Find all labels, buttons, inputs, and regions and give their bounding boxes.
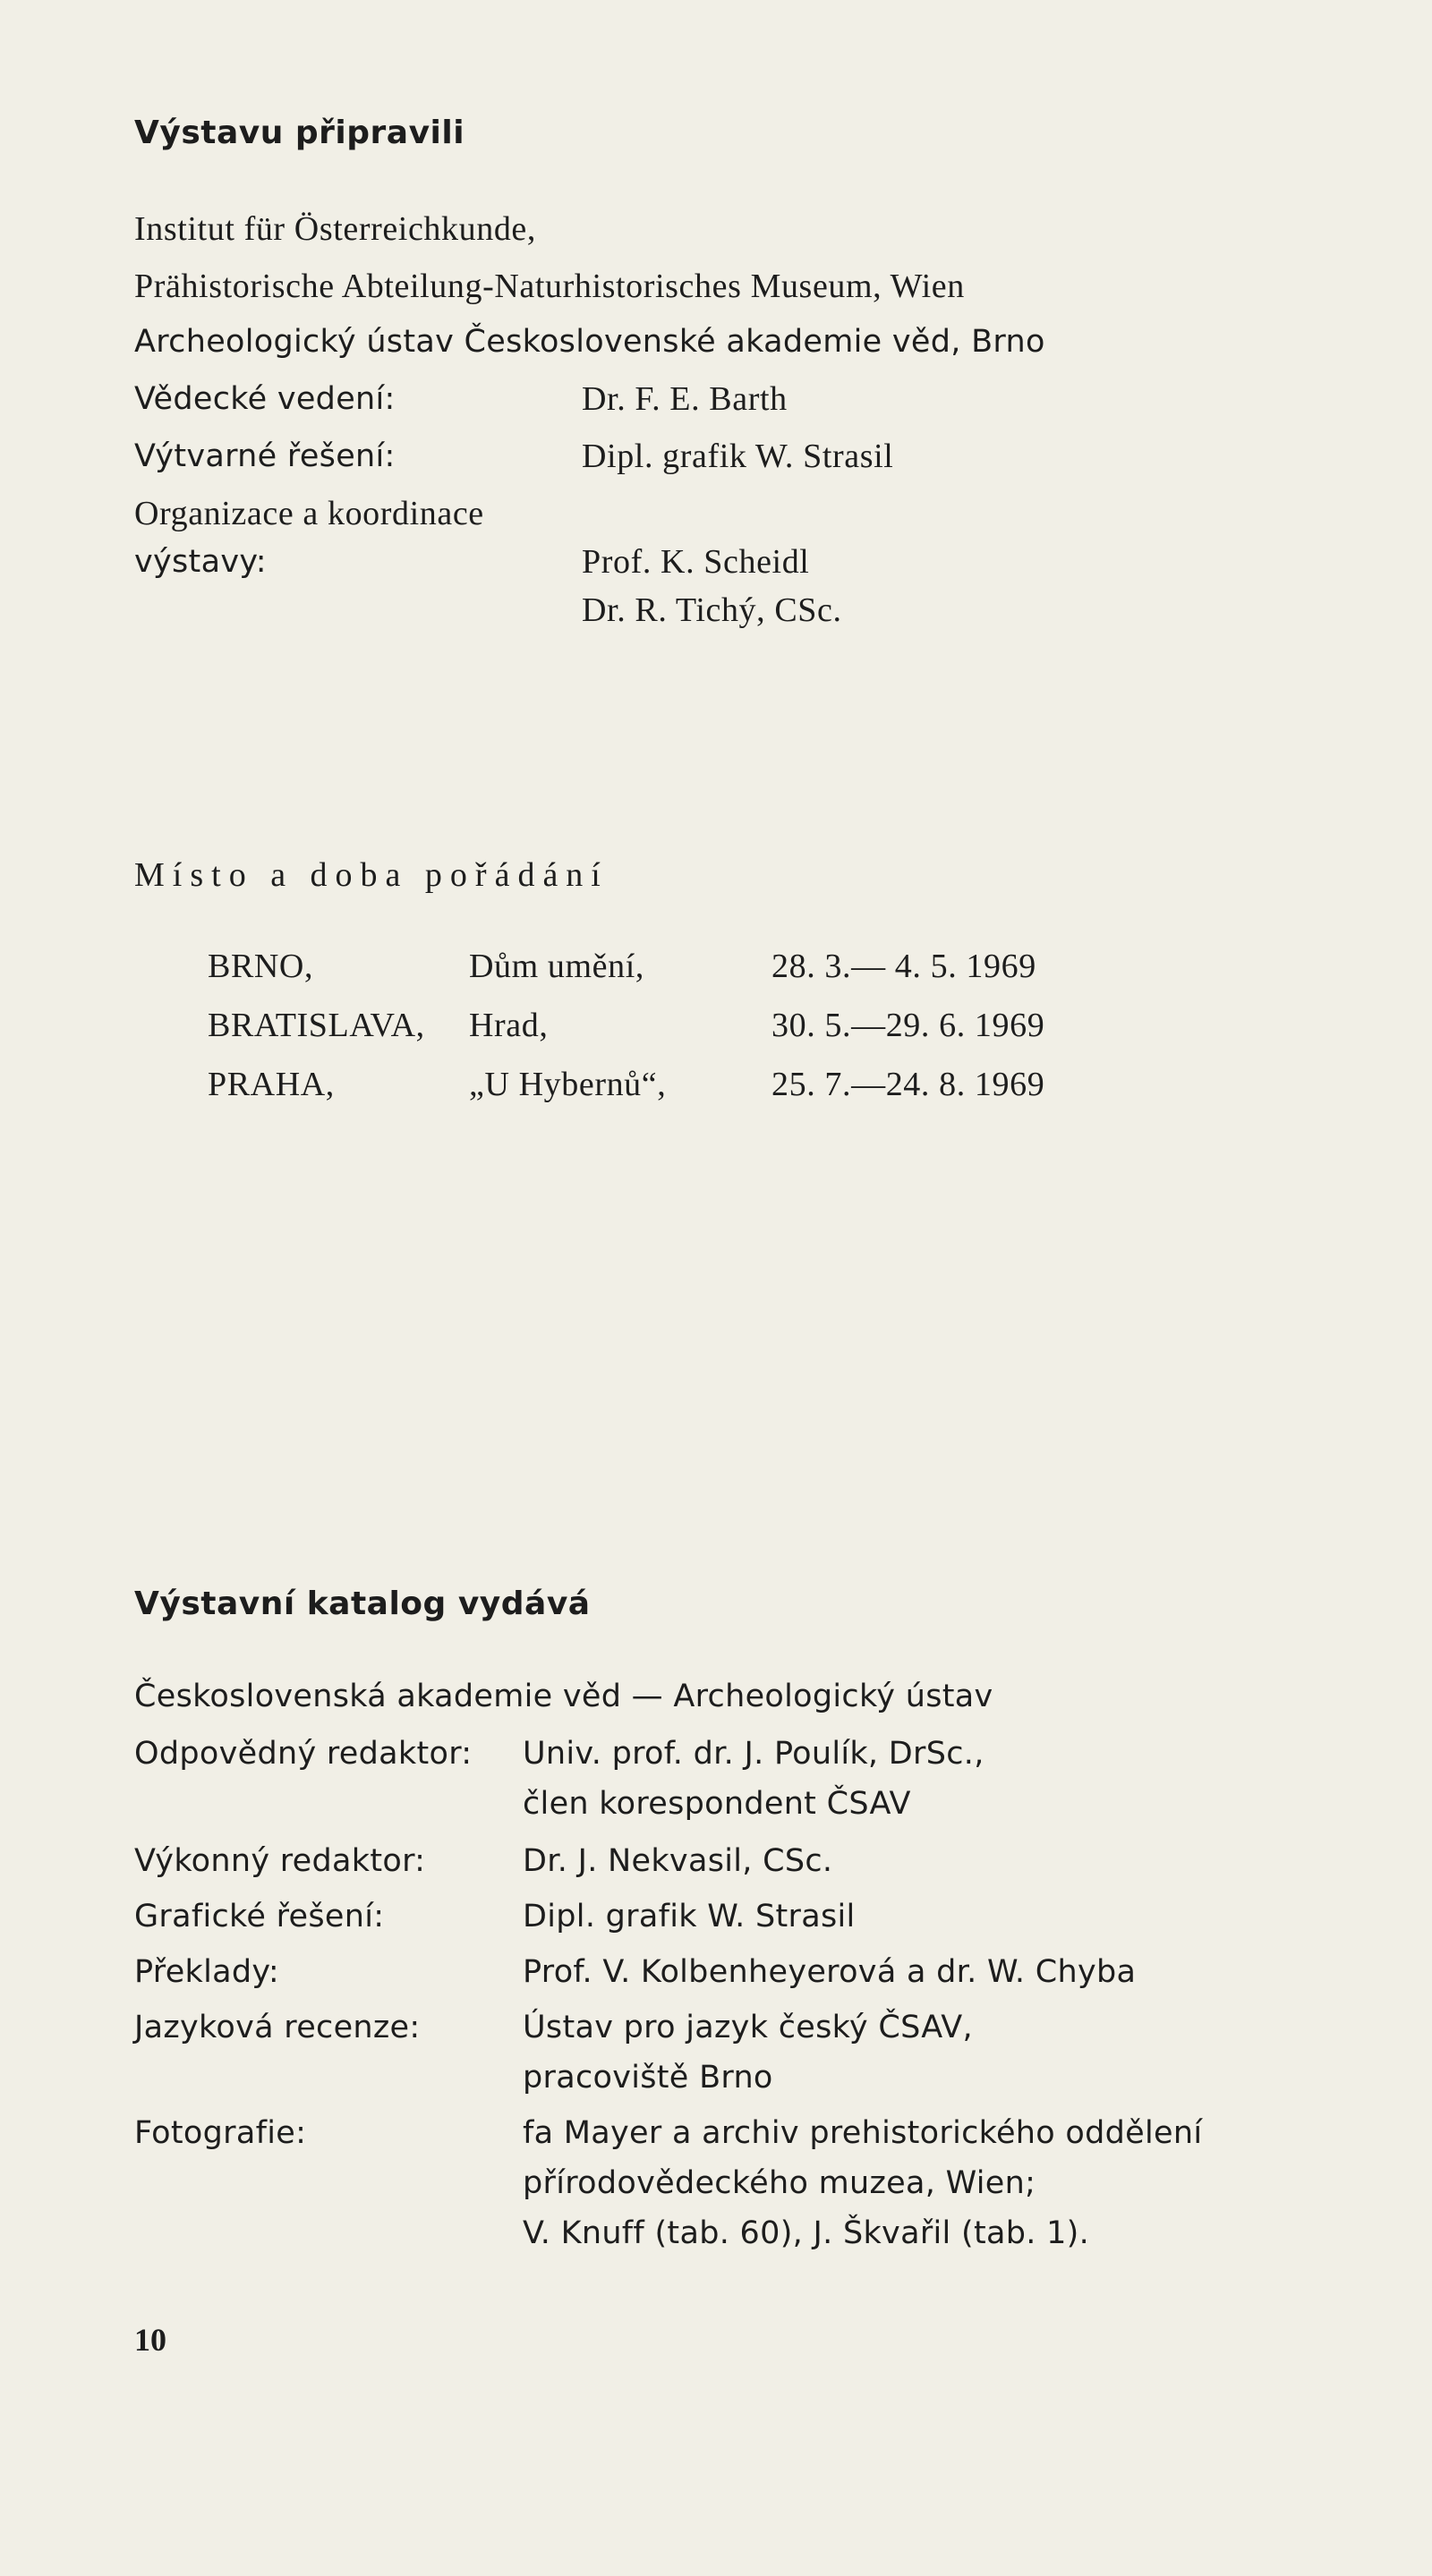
section-heading-place-and-time: Místo a doba pořádání (134, 856, 609, 894)
credit-value: Univ. prof. dr. J. Poulík, DrSc., (523, 1736, 984, 1772)
credit-value: Dipl. grafik W. Strasil (523, 1899, 856, 1934)
publisher-line: Československá akademie věd — Archeologický ústav (134, 1679, 993, 1714)
venue-dates: 28. 3.— 4. 5. 1969 (771, 948, 1036, 985)
credit-value: Dr. R. Tichý, CSc. (582, 591, 842, 629)
venue-place: „U Hybernů“, (469, 1066, 667, 1103)
institution-line: Institut für Österreichkunde, (134, 210, 537, 248)
credit-label: Překlady: (134, 1954, 279, 1990)
credit-value: Ústav pro jazyk český ČSAV, (523, 2010, 973, 2045)
credit-value: Prof. V. Kolbenheyerová a dr. W. Chyba (523, 1954, 1137, 1990)
credit-label: Grafické řešení: (134, 1899, 385, 1934)
credit-value: přírodovědeckého muzea, Wien; (523, 2165, 1036, 2201)
venue-city: BRNO, (208, 948, 314, 985)
credit-value: fa Mayer a archiv prehistorického oddělení (523, 2115, 1203, 2151)
credit-value: Prof. K. Scheidl (582, 543, 810, 581)
venue-city: PRAHA, (208, 1066, 335, 1103)
credit-value: Dr. J. Nekvasil, CSc. (523, 1843, 833, 1879)
section-heading-prepared-by: Výstavu připravili (134, 115, 465, 151)
credit-label: Jazyková recenze: (134, 2010, 421, 2045)
credit-label: výstavy: (134, 544, 267, 580)
credit-value: Dipl. grafik W. Strasil (582, 438, 894, 475)
institution-line: Archeologický ústav Československé akademie věd, Brno (134, 324, 1045, 360)
credit-value: člen korespondent ČSAV (523, 1786, 911, 1822)
venue-place: Hrad, (469, 1007, 549, 1044)
page-number: 10 (134, 2322, 166, 2358)
credit-label: Fotografie: (134, 2115, 307, 2151)
credit-value: Dr. F. E. Barth (582, 380, 788, 418)
institution-line: Prähistorische Abteilung-Naturhistorisches Museum, Wien (134, 268, 965, 305)
credit-label: Výkonný redaktor: (134, 1843, 426, 1879)
credit-value: pracoviště Brno (523, 2060, 773, 2096)
venue-dates: 25. 7.—24. 8. 1969 (771, 1066, 1045, 1103)
credit-label: Výtvarné řešení: (134, 438, 396, 474)
venue-dates: 30. 5.—29. 6. 1969 (771, 1007, 1045, 1044)
credit-label: Odpovědný redaktor: (134, 1736, 473, 1772)
venue-place: Dům umění, (469, 948, 644, 985)
section-heading-catalog-published-by: Výstavní katalog vydává (134, 1586, 591, 1622)
venue-city: BRATISLAVA, (208, 1007, 425, 1044)
credit-value: V. Knuff (tab. 60), J. Škvařil (tab. 1). (523, 2215, 1090, 2251)
credit-label: Organizace a koordinace (134, 495, 484, 532)
credit-label: Vědecké vedení: (134, 381, 396, 417)
